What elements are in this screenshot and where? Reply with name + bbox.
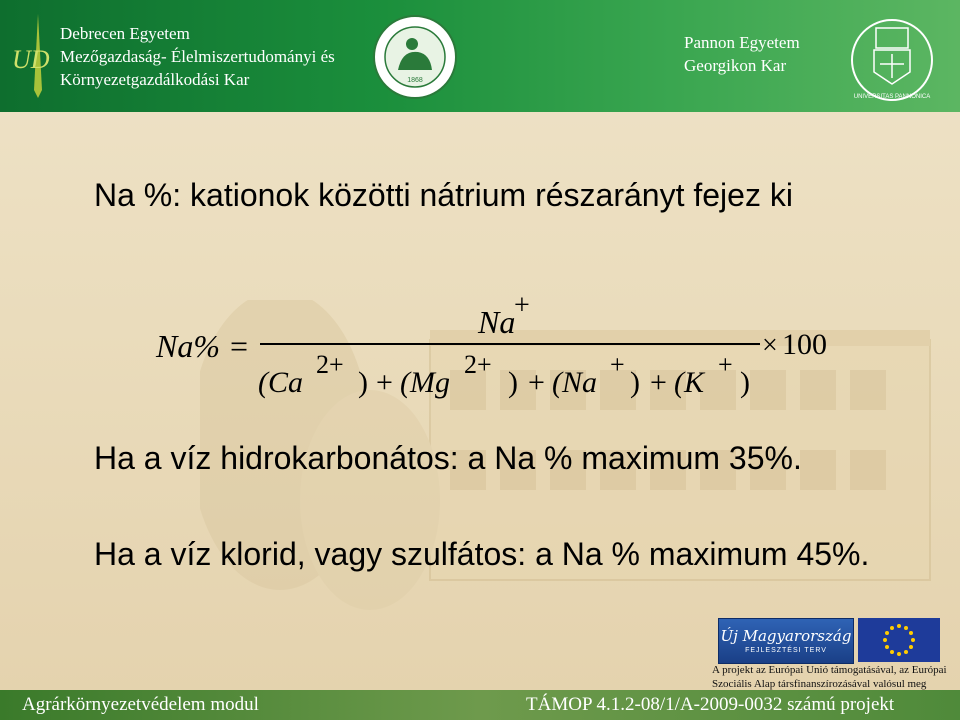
- formula-factor: 100: [782, 328, 827, 361]
- debrecen-ud-logo: [8, 10, 56, 102]
- formula-plus-2: +: [528, 366, 545, 399]
- formula-den-k-sup: +: [718, 350, 733, 379]
- formula-den-ca: (Ca: [258, 366, 303, 399]
- uj-magyarorszag-logo: [718, 618, 854, 664]
- faculty-seal-logo: [372, 14, 458, 100]
- formula-den-ca-sup: 2+: [316, 350, 344, 379]
- seal-year-text: 1868: [407, 77, 423, 84]
- formula-den-mg-sup: 2+: [464, 350, 492, 379]
- formula-plus-3: +: [650, 366, 667, 399]
- formula-den-ca-close: ): [358, 366, 368, 399]
- formula-numerator: Na: [478, 304, 516, 340]
- ujm-title: Új Magyarország: [720, 627, 852, 645]
- formula-den-na: (Na: [552, 366, 597, 399]
- pannon-university-logo: [846, 14, 938, 104]
- footer-module-name: Agrárkörnyezetvédelem modul: [22, 694, 259, 715]
- formula-den-k-close: ): [740, 366, 750, 399]
- formula-lhs: Na%: [156, 328, 220, 364]
- ujm-subtitle: FEJLESZTÉSI TERV: [745, 647, 827, 654]
- header-banner: [0, 0, 960, 112]
- eu-funding-note-line-2: Szociális Alap társfinanszírozásával valósul meg: [712, 678, 927, 690]
- fraction-bar: [260, 343, 760, 345]
- footer-project-id: TÁMOP 4.1.2-08/1/A-2009-0032 számú projekt: [526, 694, 895, 715]
- formula-den-na-close: ): [630, 366, 640, 399]
- paragraph-chloride-sulfate: Ha a víz klorid, vagy szulfátos: a Na % maximum 45%.: [94, 536, 870, 572]
- footer-bar: [0, 690, 960, 720]
- formula-den-k: (K: [674, 366, 704, 399]
- slide-title: Na %: kationok közötti nátrium részarányt fejez ki: [94, 177, 793, 213]
- header-faculty-line-1: Mezőgazdaság- Élelmiszertudományi és: [60, 47, 335, 66]
- paragraph-bicarbonate: Ha a víz hidrokarbonátos: a Na % maximum 35%.: [94, 440, 802, 476]
- formula-den-mg: (Mg: [400, 366, 450, 399]
- formula-numerator-sup: +: [514, 290, 530, 321]
- eu-funding-note-line-1: A projekt az Európai Unió támogatásával, az Európai: [712, 664, 947, 676]
- sodium-percent-formula: [150, 290, 850, 410]
- formula-equals: =: [230, 328, 249, 364]
- header-pannon-name: Pannon Egyetem: [684, 33, 800, 52]
- header-georgikon-name: Georgikon Kar: [684, 56, 787, 75]
- eu-flag-icon: [858, 618, 940, 662]
- formula-den-mg-close: ): [508, 366, 518, 399]
- formula-plus-1: +: [376, 366, 393, 399]
- formula-times: ×: [762, 330, 778, 361]
- header-faculty-line-2: Környezetgazdálkodási Kar: [60, 70, 250, 89]
- logo-ud-text: UD: [12, 45, 50, 74]
- header-university-name: Debrecen Egyetem: [60, 24, 190, 43]
- formula-den-na-sup: +: [610, 350, 625, 379]
- pannon-logo-text: UNIVERSITAS PANNONICA: [853, 94, 931, 100]
